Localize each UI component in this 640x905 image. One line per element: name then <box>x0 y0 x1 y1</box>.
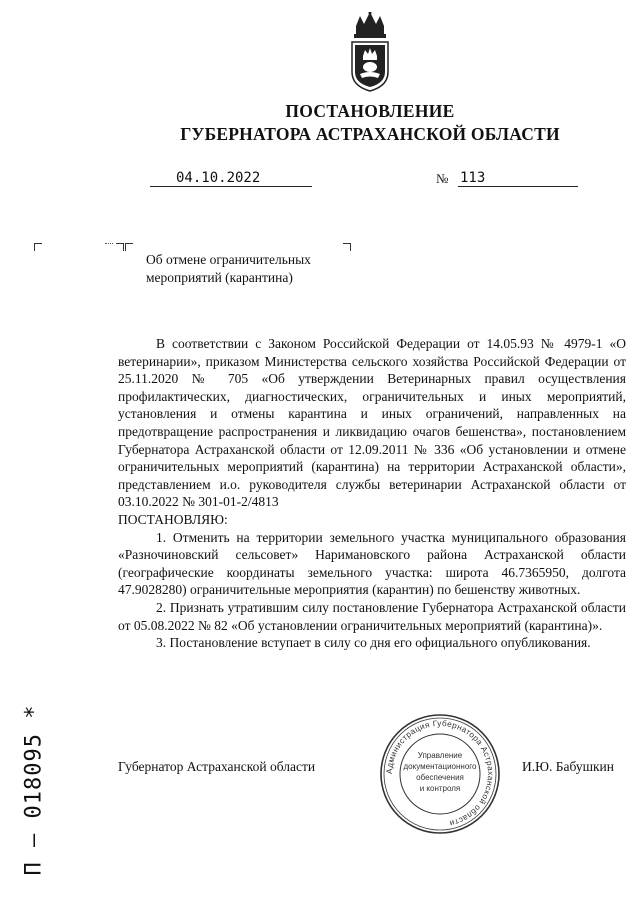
document-number: 113 <box>460 170 486 186</box>
item-paragraph: 2. Признать утратившим силу постановление Губернатора Астраханской области от 05.08.2022 № 82 «Об установлении ограничительных мероприятий (карантина)». <box>118 599 626 633</box>
serial-number <box>16 700 52 880</box>
stamp-center-line: и контроля <box>419 784 461 793</box>
stamp-center-line: обеспечения <box>416 773 464 782</box>
document-title: ПОСТАНОВЛЕНИЕ <box>285 101 455 121</box>
document-issuer: ГУБЕРНАТОРА АСТРАХАНСКОЙ ОБЛАСТИ <box>180 124 560 144</box>
item-paragraph: 3. Постановление вступает в силу со дня его официального опубликования. <box>156 635 591 651</box>
number-underline <box>458 186 578 187</box>
date-underline <box>150 186 312 187</box>
corner-mark <box>34 243 42 251</box>
corner-mark <box>116 243 124 251</box>
item-paragraph: 1. Отменить на территории земельного участка муниципального образования «Разночиновский сельсовет» Наримановского района Астраханской области (географические координаты земельного участка: широта 46.7365950, долгота 47.9028280) ограничительные мероприятия (карантин) по бешенству животных. <box>118 529 626 598</box>
stamp-center-line: Управление <box>417 751 463 760</box>
corner-mark <box>105 243 113 244</box>
stamp-center-line: документационного <box>403 762 477 771</box>
corner-mark <box>343 243 351 251</box>
corner-mark <box>125 243 133 251</box>
subject-line: мероприятий (карантина) <box>146 270 293 285</box>
subject-line: Об отмене ограничительных <box>146 252 311 267</box>
signatory-position: Губернатор Астраханской области <box>118 759 316 774</box>
stamp-ring-text: Администрация Губернатора Астраханской области <box>384 718 496 829</box>
coat-of-arms-icon <box>346 12 394 92</box>
serial-number-text: П – 018095 * <box>21 704 47 876</box>
signatory-name: И.Ю. Бабушкин <box>522 759 615 774</box>
document-body <box>118 335 626 652</box>
preamble-paragraph: В соответствии с Законом Российской Федерации от 14.05.93 № 4979-1 «О ветеринарии», приказом Министерства сельского хозяйства Российской Федерации от 25.11.2020 № 705 «Об утверждении Ветеринарных правил осуществления профилактических, диагностических, ограничительных и иных мероприятий, установления и отмены карантина и иных ограничений, направленных на предотвращение распространения и ликвидацию очагов бешенства», постановлением Губернатора Астраханской области от 12.09.2011 № 336 «Об установлении и отмене ограничительных мероприятий (карантина) на территории Астраханской области», представлением и.о. руководителя службы ветеринарии Астраханской области от 03.10.2022 № 301-01-2/4813 <box>118 336 626 510</box>
number-sign: № <box>436 171 449 186</box>
document-date: 04.10.2022 <box>176 170 261 186</box>
document-subject <box>146 251 346 287</box>
resolve-heading: ПОСТАНОВЛЯЮ: <box>118 511 228 527</box>
official-stamp-icon <box>378 712 502 836</box>
